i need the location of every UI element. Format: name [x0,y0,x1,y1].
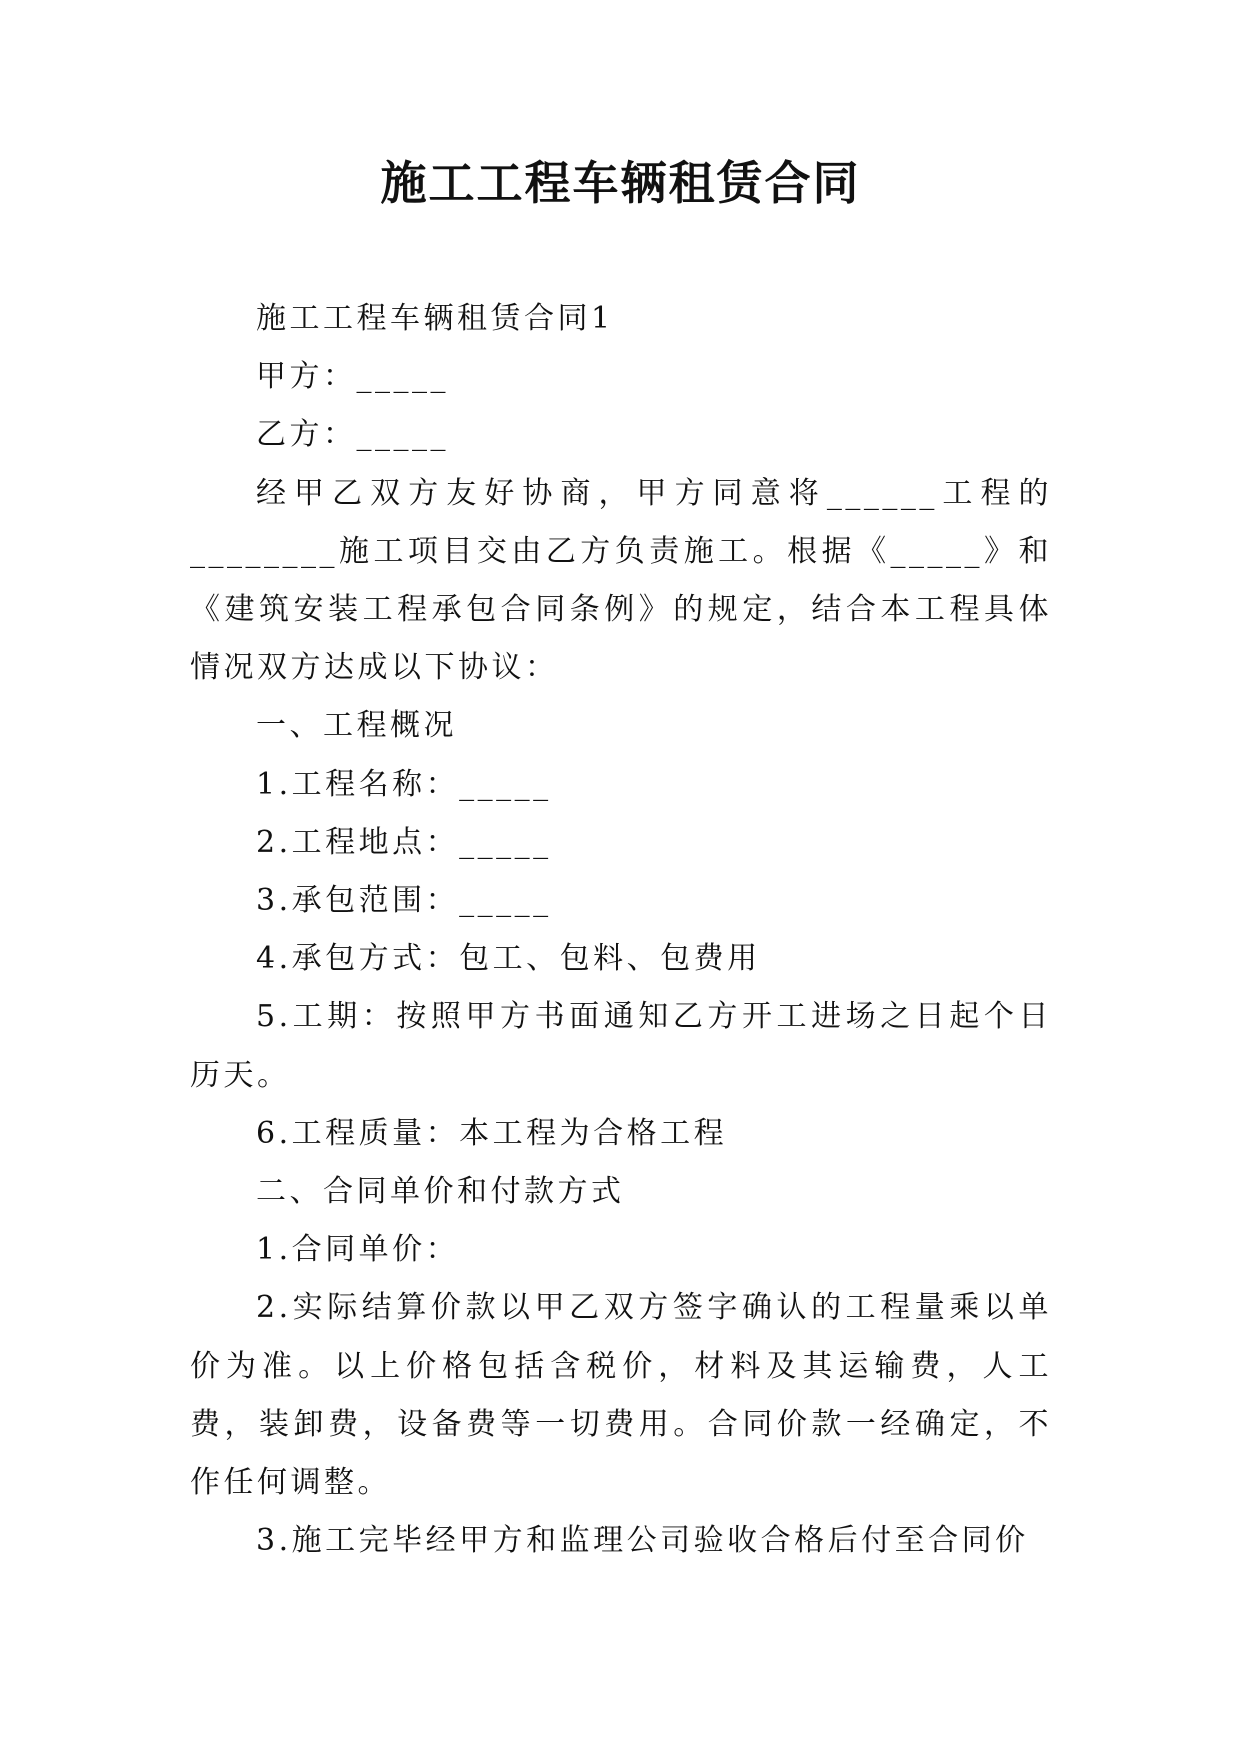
clause-contract-scope: 3.承包范围：_____ [256,883,552,919]
clause-payment-after-acceptance: 3.施工完毕经甲方和监理公司验收合格后付至合同价 [256,1523,1029,1559]
clause-contract-method: 4.承包方式：包工、包料、包费用 [256,941,761,977]
section-heading-project-overview: 一、工程概况 [256,708,457,744]
party-a-line: 甲方：_____ [256,359,449,395]
clause-project-location: 2.工程地点：_____ [256,824,552,860]
party-b-line: 乙方：_____ [256,417,449,453]
document-body [190,290,1052,1570]
clause-project-name: 1.工程名称：_____ [256,766,552,802]
clause-project-quality: 6.工程质量：本工程为合格工程 [256,1115,728,1151]
document-title: 施工工程车辆租赁合同 [380,156,861,210]
contract-subtitle: 施工工程车辆租赁合同1 [256,301,614,336]
clause-unit-price: 1.合同单价： [256,1232,460,1268]
section-heading-price-payment: 二、合同单价和付款方式 [256,1174,625,1210]
preamble-paragraph: 经甲乙双方友好协商，甲方同意将______工程的________施工项目交由乙方负责施工。根据《_____》和《建筑安装工程承包合同条例》的规定，结合本工程具体情况双方达成以下协议： [190,475,1052,686]
clause-settlement: 2.实际结算价款以甲乙双方签字确认的工程量乘以单价为准。以上价格包括含税价，材料及其运输费，人工费，装卸费，设备费等一切费用。合同价款一经确定，不作任何调整。 [190,1290,1052,1501]
clause-construction-period: 5.工期：按照甲方书面通知乙方开工进场之日起个日历天。 [190,999,1052,1093]
